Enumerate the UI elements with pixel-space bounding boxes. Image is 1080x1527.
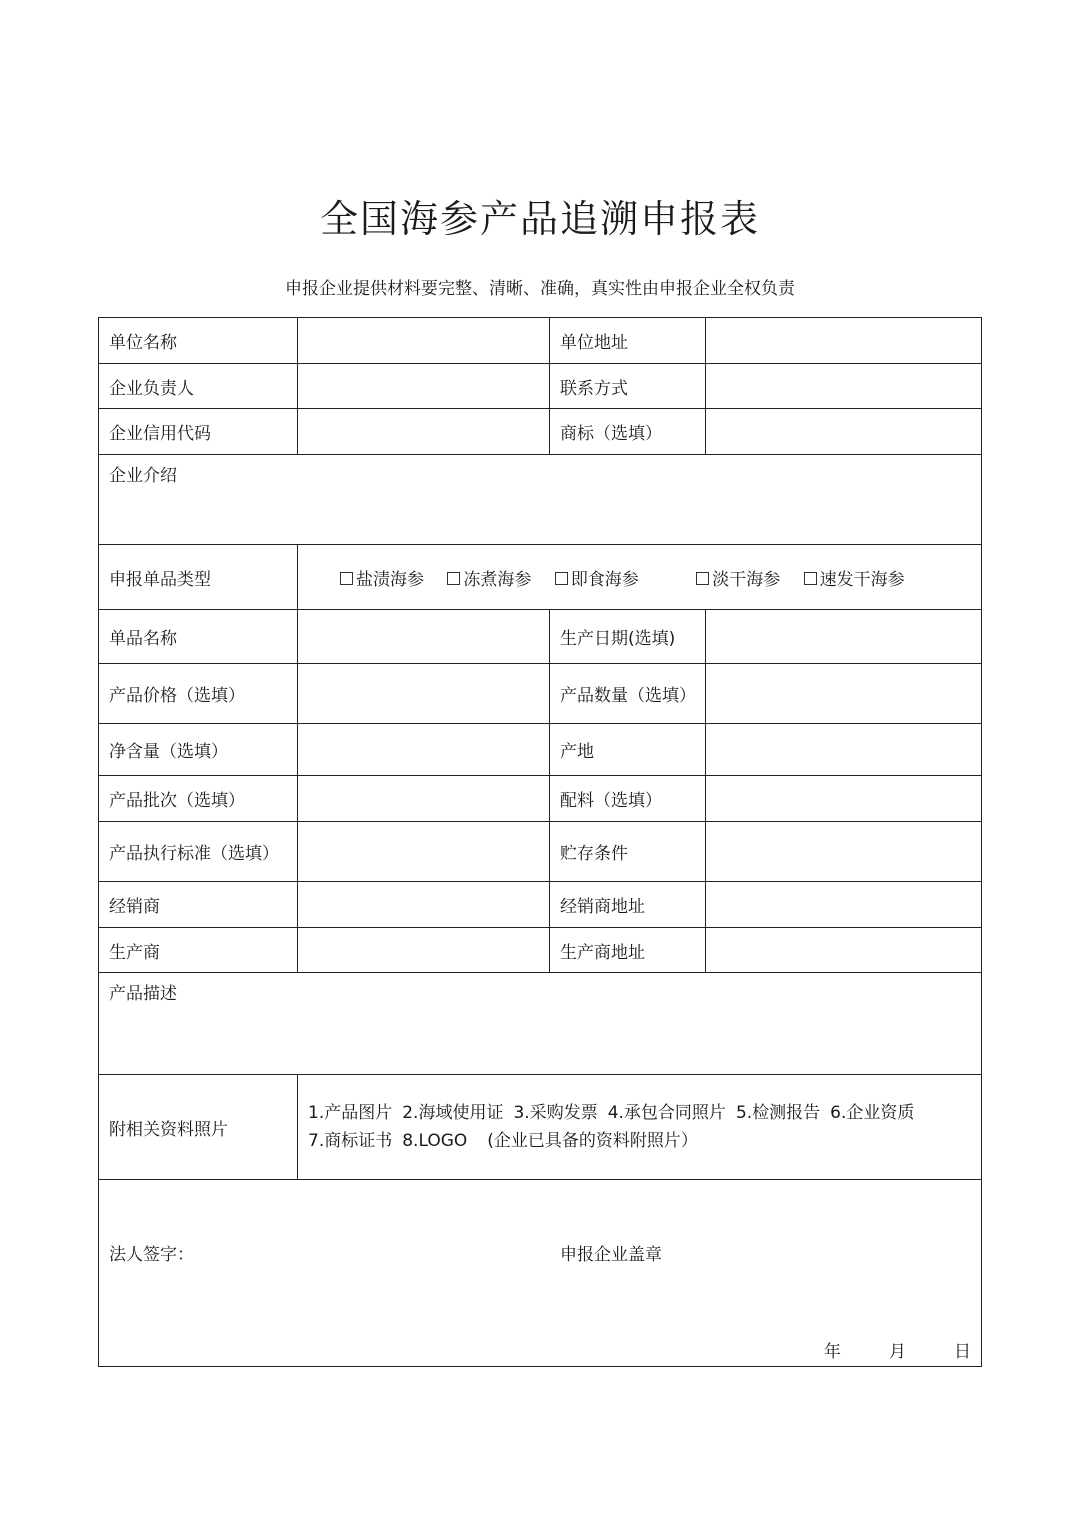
- dealer-field[interactable]: [298, 882, 550, 928]
- contact-label: 联系方式: [550, 364, 706, 409]
- company-address-label: 单位地址: [550, 318, 706, 364]
- dealer-address-label: 经销商地址: [550, 882, 706, 928]
- application-form: [98, 317, 982, 1367]
- product-type-label: 申报单品类型: [99, 545, 298, 610]
- ingredients-label: 配料（选填）: [550, 776, 706, 822]
- checkbox[interactable]: [340, 572, 353, 585]
- page-title: 全国海参产品追溯申报表: [319, 197, 760, 241]
- price-label: 产品价格（选填）: [99, 664, 298, 724]
- product-type-option[interactable]: 冻煮海参: [447, 570, 531, 590]
- signature-area: [99, 1180, 982, 1367]
- product-type-option[interactable]: 速发干海参: [804, 570, 905, 590]
- attachment-item: 3.采购发票: [513, 1103, 598, 1123]
- attachment-note: (企业已具备的资料附照片）: [487, 1131, 698, 1151]
- contact-field[interactable]: [706, 364, 982, 409]
- standard-label: 产品执行标准（选填）: [99, 822, 298, 882]
- company-leader-label: 企业负责人: [99, 364, 298, 409]
- net-content-field[interactable]: [298, 724, 550, 776]
- product-type-option[interactable]: 盐渍海参: [340, 570, 424, 590]
- month-label: 月: [889, 1342, 906, 1362]
- price-field[interactable]: [298, 664, 550, 724]
- company-intro-label: 企业介绍: [109, 466, 177, 486]
- product-type-option[interactable]: 即食海参: [555, 570, 639, 590]
- product-type-option[interactable]: 淡干海参: [696, 570, 780, 590]
- attachment-item: 7.商标证书: [308, 1131, 393, 1151]
- page-subtitle: 申报企业提供材料要完整、清晰、准确，真实性由申报企业全权负责: [285, 279, 795, 299]
- producer-label: 生产商: [99, 928, 298, 973]
- checkbox[interactable]: [696, 572, 709, 585]
- credit-code-label: 企业信用代码: [99, 409, 298, 455]
- producer-address-label: 生产商地址: [550, 928, 706, 973]
- attachment-item: 4.承包合同照片: [607, 1103, 726, 1123]
- checkbox[interactable]: [804, 572, 817, 585]
- product-description-label: 产品描述: [109, 984, 177, 1004]
- quantity-field[interactable]: [706, 664, 982, 724]
- company-intro-field[interactable]: [99, 455, 982, 545]
- producer-field[interactable]: [298, 928, 550, 973]
- origin-label: 产地: [550, 724, 706, 776]
- company-name-field[interactable]: [298, 318, 550, 364]
- trademark-field[interactable]: [706, 409, 982, 455]
- dealer-address-field[interactable]: [706, 882, 982, 928]
- product-name-label: 单品名称: [99, 610, 298, 664]
- storage-field[interactable]: [706, 822, 982, 882]
- net-content-label: 净含量（选填）: [99, 724, 298, 776]
- prod-date-label: 生产日期(选填): [550, 610, 706, 664]
- company-leader-field[interactable]: [298, 364, 550, 409]
- storage-label: 贮存条件: [550, 822, 706, 882]
- year-label: 年: [824, 1342, 841, 1362]
- company-seal-label: 申报企业盖章: [560, 1245, 662, 1265]
- dealer-label: 经销商: [99, 882, 298, 928]
- attachments-label: 附相关资料照片: [99, 1075, 298, 1180]
- company-name-label: 单位名称: [99, 318, 298, 364]
- product-name-field[interactable]: [298, 610, 550, 664]
- legal-signature-label: 法人签字：: [109, 1245, 194, 1265]
- day-label: 日: [954, 1342, 971, 1362]
- prod-date-field[interactable]: [706, 610, 982, 664]
- product-type-options: [298, 545, 982, 610]
- attachment-item: 8.LOGO: [402, 1131, 468, 1151]
- attachment-item: 1.产品图片: [308, 1103, 393, 1123]
- quantity-label: 产品数量（选填）: [550, 664, 706, 724]
- origin-field[interactable]: [706, 724, 982, 776]
- ingredients-field[interactable]: [706, 776, 982, 822]
- producer-address-field[interactable]: [706, 928, 982, 973]
- attachment-item: 5.检测报告: [735, 1103, 821, 1123]
- product-description-field[interactable]: [99, 973, 982, 1075]
- date-line: [776, 1337, 971, 1362]
- credit-code-field[interactable]: [298, 409, 550, 455]
- batch-field[interactable]: [298, 776, 550, 822]
- checkbox[interactable]: [555, 572, 568, 585]
- attachments-list: [298, 1075, 982, 1180]
- attachment-item: 6.企业资质: [830, 1103, 915, 1123]
- batch-label: 产品批次（选填）: [99, 776, 298, 822]
- company-address-field[interactable]: [706, 318, 982, 364]
- checkbox[interactable]: [447, 572, 460, 585]
- standard-field[interactable]: [298, 822, 550, 882]
- trademark-label: 商标（选填）: [550, 409, 706, 455]
- attachment-item: 2.海域使用证: [402, 1103, 504, 1123]
